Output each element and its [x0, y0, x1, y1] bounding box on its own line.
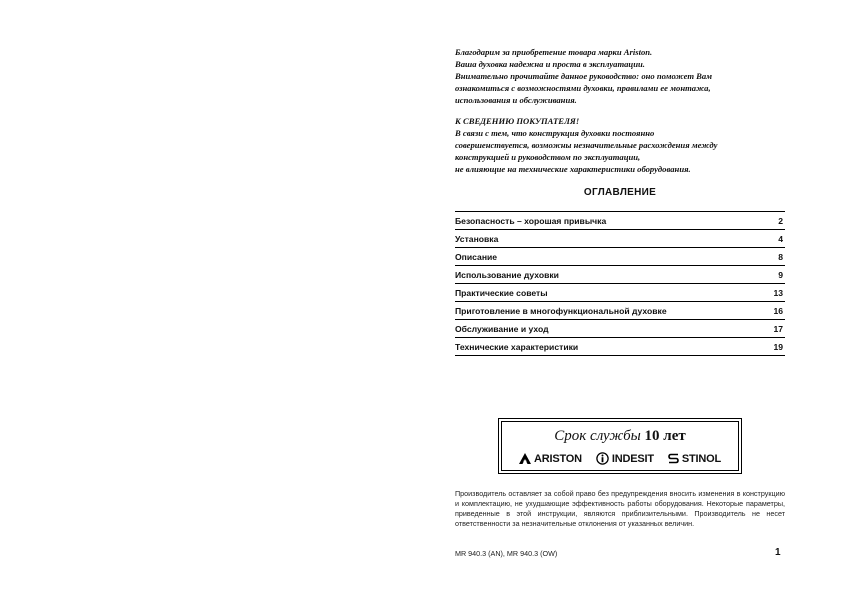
- toc-page: 2: [778, 216, 783, 226]
- toc-title: ОГЛАВЛЕНИЕ: [583, 187, 657, 198]
- toc-page: 13: [773, 288, 783, 298]
- toc-row[interactable]: [455, 211, 785, 229]
- toc-page: 4: [778, 234, 783, 244]
- stinol-logo: [668, 453, 721, 465]
- toc-label: Приготовление в многофункциональной духовке: [455, 306, 667, 316]
- intro-line: использования и обслуживания.: [455, 95, 577, 105]
- notice-line: не влияющие на технические характеристики оборудования.: [455, 164, 691, 174]
- toc-row[interactable]: [455, 265, 785, 283]
- intro-line: ознакомиться с возможностями духовки, правилами ее монтажа,: [455, 83, 711, 93]
- toc-label: Использование духовки: [455, 270, 559, 280]
- toc-label: Практические советы: [455, 288, 548, 298]
- intro-line: Внимательно прочитайте данное руководство: оно поможет Вам: [455, 71, 713, 81]
- intro-text: [455, 46, 785, 175]
- toc-page: 16: [773, 306, 783, 316]
- toc-page: 17: [773, 324, 783, 334]
- notice-heading: К СВЕДЕНИЮ ПОКУПАТЕЛЯ!: [455, 116, 580, 126]
- toc-row[interactable]: [455, 337, 785, 356]
- toc-row[interactable]: [455, 229, 785, 247]
- toc-page: 8: [778, 252, 783, 262]
- notice-line: совершенствуется, возможны незначительные расхождения между: [455, 140, 718, 150]
- model-number: MR 940.3 (AN), MR 940.3 (OW): [455, 549, 558, 558]
- toc-page: 19: [773, 342, 783, 352]
- ariston-logo-text: ARISTON: [533, 452, 582, 465]
- toc-row[interactable]: [455, 319, 785, 337]
- notice-line: конструкцией и руководством по эксплуатации,: [455, 152, 641, 162]
- service-life-label: Срок службы: [554, 428, 641, 444]
- manufacturer-disclaimer: Производитель оставляет за собой право без предупреждения вносить изменения в конструкцию и комплектацию, не ухудшающие эффективность работы оборудования. Некоторые параметры, приведенные в этой инструкции, являются приблизительными. Производитель не несет ответственности за незначительные отклонения от указанных величин.: [455, 489, 785, 528]
- toc-label: Установка: [455, 234, 499, 244]
- stinol-logo-text: STINOL: [681, 452, 722, 465]
- intro-line: Благодарим за приобретение товара марки Ariston.: [455, 47, 653, 57]
- table-of-contents: [455, 211, 785, 356]
- indesit-logo-text: INDESIT: [611, 452, 654, 465]
- toc-row[interactable]: [455, 247, 785, 265]
- toc-page: 9: [778, 270, 783, 280]
- ariston-logo: [519, 453, 582, 465]
- service-life-line: [499, 428, 741, 445]
- toc-label: Описание: [455, 252, 498, 262]
- service-life-value: 10 лет: [644, 428, 686, 444]
- toc-label: Безопасность – хорошая привычка: [455, 216, 607, 226]
- stinol-mark-icon: [668, 453, 679, 464]
- intro-line: Ваша духовка надежна и проста в эксплуатации.: [455, 59, 645, 69]
- brand-logos: [499, 452, 741, 465]
- toc-label: Обслуживание и уход: [455, 324, 549, 334]
- toc-row[interactable]: [455, 283, 785, 301]
- notice-line: В связи с тем, что конструкция духовки постоянно: [455, 128, 655, 138]
- ariston-mark-icon: [519, 453, 531, 464]
- indesit-logo: [596, 452, 654, 465]
- toc-row[interactable]: [455, 301, 785, 319]
- indesit-mark-icon: [596, 452, 609, 465]
- page-number: 1: [775, 547, 781, 558]
- service-life-box: [498, 418, 742, 474]
- toc-label: Технические характеристики: [455, 342, 579, 352]
